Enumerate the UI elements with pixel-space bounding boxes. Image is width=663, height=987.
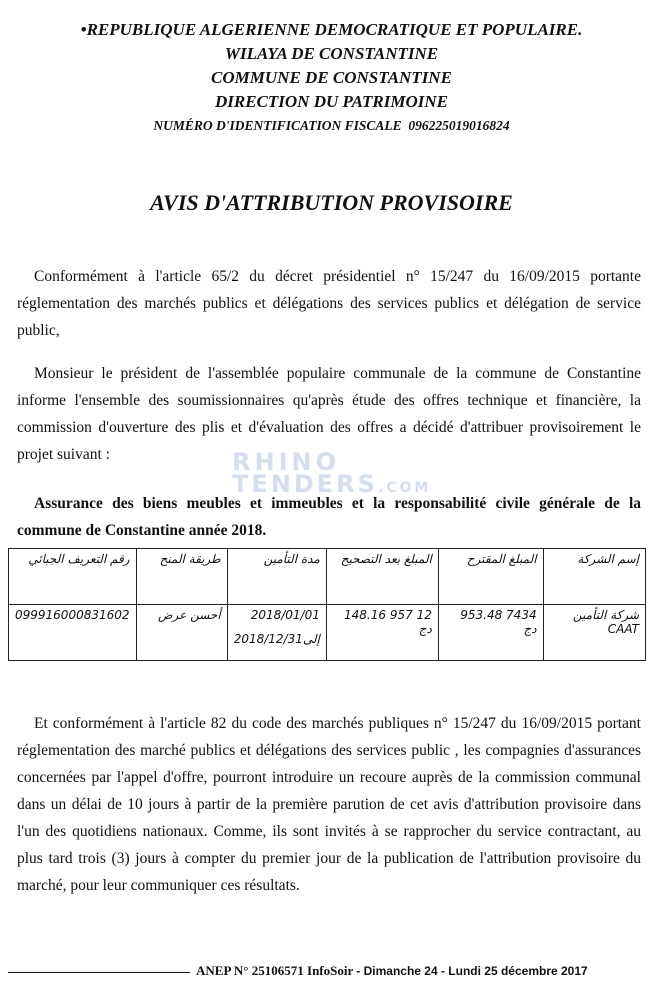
cell-duration: [227, 605, 326, 661]
header-wilaya: WILAYA DE CONSTANTINE: [224, 44, 439, 63]
header-fiscal-id: [0, 118, 663, 134]
paragraph-appeal: Et conformément à l'article 82 du code des marchés publiques n° 15/247 du 16/09/2015 portant réglementation des marché publics et délégations des services public , les compagnies d'assurances concernées par l'appel d'offre, pourront introduire un recoure auprès de la commission communal dans un délai de 10 jours à partir de la première parution de cet avis d'attribution provisoire dans l'un des quotidiens nationaux. Comme, ils sont invités à se rapprocher du service contractant, au plus tard trois (3) jours à compter du premier jour de la publication de l'attribution provisoire du marché, pour leur communiquer ces résultats.: [17, 715, 641, 894]
cell-company: شركة التأمين CAAT: [543, 605, 645, 661]
duration-from: 2018/01/01: [250, 608, 320, 622]
header-company: إسم الشركة: [543, 549, 645, 605]
duration-to: إلى2018/12/31: [233, 632, 320, 646]
table-row: [9, 605, 646, 661]
paragraph-legal-basis: Conformément à l'article 65/2 du décret présidentiel n° 15/247 du 16/09/2015 portante réglementation des marchés publics et délégations des services publics et délégation de service public,: [17, 268, 641, 339]
fiscal-label: NUMÉRO D'IDENTIFICATION FISCALE: [153, 118, 402, 133]
header-commune: COMMUNE DE CONSTANTINE: [211, 68, 452, 87]
header-direction: DIRECTION DU PATRIMOINE: [214, 92, 448, 111]
fiscal-number: 096225019016824: [408, 118, 510, 133]
header-republic: •REPUBLIQUE ALGERIENNE DEMOCRATIQUE ET POPULAIRE.: [80, 20, 583, 39]
header-fiscal-id: رقم التعريف الجبائي: [9, 549, 137, 605]
paragraph-decision: Monsieur le président de l'assemblée populaire communale de la commune de Constantine informe l'ensemble des soumissionnaires qu'après étude des offres technique et financière, la commission d'ouverture des plis et d'évaluation des offres a décidé d'attribuer provisoirement le projet suivant :: [17, 365, 641, 463]
watermark-text: TENDERS: [232, 470, 378, 498]
table-header-row: [9, 549, 646, 605]
cell-fiscal-id: 099916000831602: [9, 605, 137, 661]
cell-method: أحسن عرض: [136, 605, 227, 661]
header-method: طريقة المنح: [136, 549, 227, 605]
cell-corrected: 12 957 148.16 دج: [326, 605, 438, 661]
footer-date: - Dimanche 24 - Lundi 25 décembre 2017: [356, 964, 588, 978]
notice-title: AVIS D'ATTRIBUTION PROVISOIRE: [150, 190, 513, 215]
header-corrected: المبلغ بعد التصحيح: [326, 549, 438, 605]
watermark-suffix: .COM: [377, 480, 432, 496]
watermark-line1: RHINO: [232, 448, 340, 476]
footer-divider: [8, 972, 190, 973]
paragraph-project: Assurance des biens meubles et immeubles et la responsabilité civile générale de la commune de Constantine année 2018.: [17, 495, 641, 539]
cell-proposed: 7434 953.48 دج: [438, 605, 543, 661]
header-duration: مدة التأمين: [227, 549, 326, 605]
header-proposed: المبلغ المقترح: [438, 549, 543, 605]
footer-publication: [196, 963, 588, 979]
footer-anep: ANEP N° 25106571 InfoSoir: [196, 963, 354, 978]
attribution-table: [8, 548, 646, 661]
